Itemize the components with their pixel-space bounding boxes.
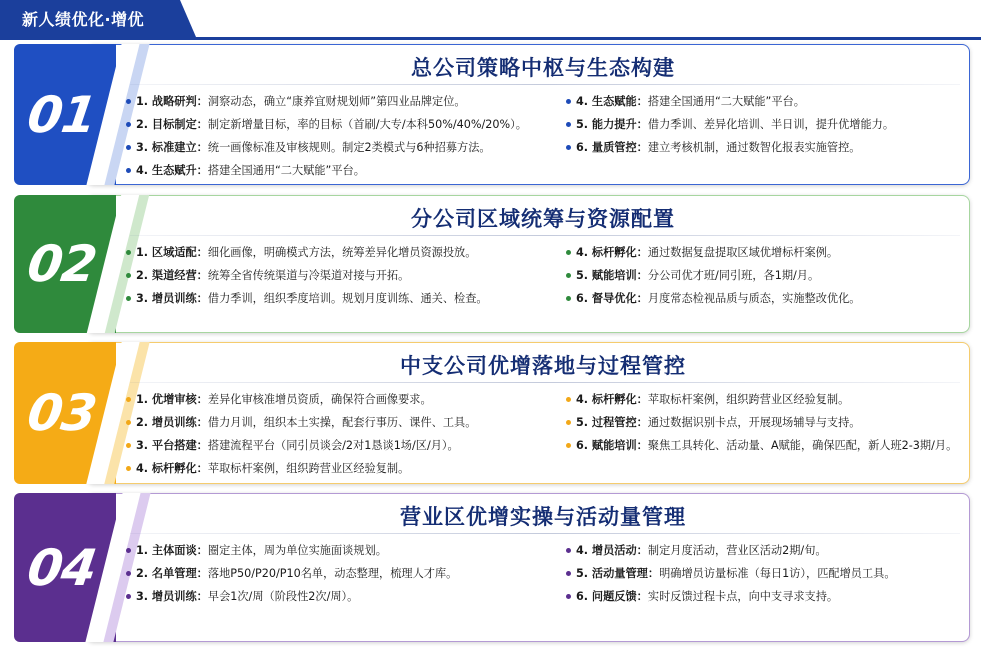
list-item: 3. 标准建立：统一画像标准及审核规则。制定2类模式与6种招募方法。 xyxy=(126,136,556,159)
bullet-icon xyxy=(566,443,571,448)
list-item: 6. 督导优化：月度常态检视品质与质态，实施整改优化。 xyxy=(566,287,966,310)
title-rule xyxy=(130,533,960,534)
bullet-icon xyxy=(126,99,131,104)
list-item: 5. 活动量管理：明确增员访量标准（每日1访），匹配增员工具。 xyxy=(566,562,966,585)
list-item: 4. 生态赋升：搭建全国通用“二大赋能”平台。 xyxy=(126,159,556,182)
list-item: 1. 主体面谈：圈定主体，周为单位实施面谈规划。 xyxy=(126,539,556,562)
list-item: 3. 平台搭建：搭建流程平台（同引员谈会/2对1恳谈1场/区/月）。 xyxy=(126,434,556,457)
bullet-icon xyxy=(566,122,571,127)
section-title: 中支公司优增落地与过程管控 xyxy=(400,354,686,378)
bullet-icon xyxy=(566,250,571,255)
section-04 xyxy=(14,493,970,642)
list-item: 4. 生态赋能：搭建全国通用“二大赋能”平台。 xyxy=(566,90,966,113)
bullet-icon xyxy=(126,273,131,278)
list-item: 4. 增员活动：制定月度活动，营业区活动2期/旬。 xyxy=(566,539,966,562)
bullet-icon xyxy=(566,145,571,150)
section-number: 03 xyxy=(23,384,100,442)
bullet-icon xyxy=(126,594,131,599)
bullet-icon xyxy=(566,571,571,576)
bullet-icon xyxy=(126,296,131,301)
bullet-icon xyxy=(566,548,571,553)
section-number: 01 xyxy=(23,85,100,144)
right-column xyxy=(566,388,966,457)
bullet-icon xyxy=(566,99,571,104)
bullet-icon xyxy=(566,296,571,301)
bullet-icon xyxy=(126,548,131,553)
section-title: 分公司区域统筹与资源配置 xyxy=(411,207,675,231)
bullet-icon xyxy=(126,443,131,448)
section-title: 营业区优增实操与活动量管理 xyxy=(400,505,686,529)
bullet-icon xyxy=(126,122,131,127)
title-rule xyxy=(130,84,960,85)
title-rule xyxy=(130,382,960,383)
list-item: 3. 增员训练：早会1次/周（阶段性2次/周）。 xyxy=(126,585,556,608)
bullet-icon xyxy=(566,594,571,599)
list-item: 3. 增员训练：借力季训，组织季度培训。规划月度训练、通关、检查。 xyxy=(126,287,556,310)
list-item: 2. 名单管理：落地P50/P20/P10名单，动态整理，梳理人才库。 xyxy=(126,562,556,585)
bullet-icon xyxy=(126,466,131,471)
header-rule xyxy=(0,37,981,40)
list-item: 1. 优增审核：差异化审核准增员资质，确保符合画像要求。 xyxy=(126,388,556,411)
bullet-icon xyxy=(566,397,571,402)
list-item: 2. 增员训练：借力月训，组织本土实操，配套行事历、课件、工具。 xyxy=(126,411,556,434)
list-item: 6. 问题反馈：实时反馈过程卡点，向中支寻求支持。 xyxy=(566,585,966,608)
section-title: 总公司策略中枢与生态构建 xyxy=(411,56,675,80)
list-item: 4. 标杆孵化：通过数据复盘提取区域优增标杆案例。 xyxy=(566,241,966,264)
bullet-icon xyxy=(126,250,131,255)
right-column xyxy=(566,539,966,608)
list-item: 5. 赋能培训：分公司优才班/同引班，各1期/月。 xyxy=(566,264,966,287)
section-03 xyxy=(14,342,970,484)
section-number: 02 xyxy=(23,235,100,293)
list-item: 5. 过程管控：通过数据识别卡点，开展现场辅导与支持。 xyxy=(566,411,966,434)
left-column xyxy=(126,241,556,310)
bullet-icon xyxy=(126,571,131,576)
list-item: 4. 标杆孵化：苹取标杆案例，组织跨营业区经验复制。 xyxy=(566,388,966,411)
list-item: 1. 区域适配：细化画像，明确模式方法，统筹差异化增员资源投放。 xyxy=(126,241,556,264)
left-column xyxy=(126,90,556,182)
list-item: 1. 战略研判：洞察动态，确立“康养宜财规划师”第四业品牌定位。 xyxy=(126,90,556,113)
bullet-icon xyxy=(126,420,131,425)
bullet-icon xyxy=(566,420,571,425)
list-item: 6. 赋能培训：聚焦工具转化、活动量、A赋能，确保匹配，新人班2-3期/月。 xyxy=(566,434,966,457)
left-column xyxy=(126,539,556,608)
bullet-icon xyxy=(126,397,131,402)
header-tag-text: 新人绩优化·增优 xyxy=(22,10,145,29)
right-column xyxy=(566,241,966,310)
bullet-icon xyxy=(126,145,131,150)
section-01 xyxy=(14,44,970,185)
list-item: 4. 标杆孵化：苹取标杆案例，组织跨营业区经验复制。 xyxy=(126,457,556,480)
list-item: 2. 渠道经营：统筹全省传统渠道与冷渠道对接与开拓。 xyxy=(126,264,556,287)
bullet-icon xyxy=(566,273,571,278)
title-rule xyxy=(130,235,960,236)
bullet-icon xyxy=(126,168,131,173)
list-item: 2. 目标制定：制定新增量目标，率的目标（首刷/大专/本科50%/40%/20%）。 xyxy=(126,113,556,136)
list-item: 5. 能力提升：借力季训、差异化培训、半日训，提升优增能力。 xyxy=(566,113,966,136)
section-number: 04 xyxy=(23,538,100,597)
section-02 xyxy=(14,195,970,333)
list-item: 6. 量质管控：建立考核机制，通过数智化报表实施管控。 xyxy=(566,136,966,159)
right-column xyxy=(566,90,966,159)
left-column xyxy=(126,388,556,480)
